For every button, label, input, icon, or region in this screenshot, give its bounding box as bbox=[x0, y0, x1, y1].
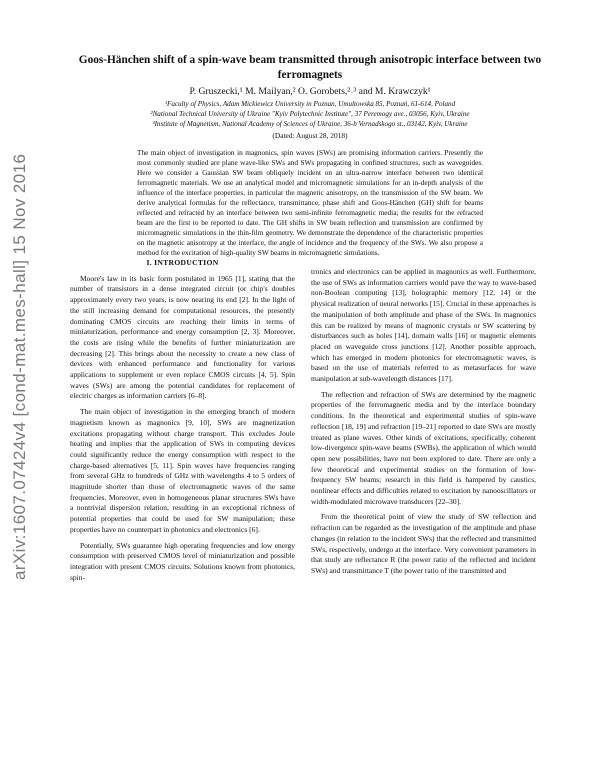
paragraph: From the theoretical point of view the study of SW reflection and refraction can be regarded as the investigation of the amplitude and phase changes (in relation to the incident SWs) that the reflected and transmitted SWs, respectively, undergo at the interface. Very convenient parameters in that study are reflectance R (the power ratio of the reflected and incident SWs) and transmittance T (the power ratio of the transmitted and bbox=[311, 512, 536, 575]
right-column bbox=[311, 267, 536, 582]
left-column bbox=[70, 258, 295, 588]
paragraph: Moore's law in its basic form postulated in 1965 [1], stating that the number of transistors in a dense integrated circuit (or chip's doubles approximately every two years, is now nearing its end [2]. In the light of the still increasing demand for computational resources, the presently dominating CMOS circuits are reaching their limits in terms of miniaturization, performance and energy consumption [2, 3]. Moreover, the costs are rising while the benefits of further miniaturization are decreasing [2]. This brings about the necessity to create a new class of devices with enhanced performance and functionality for various applications to supplement or even replace CMOS circuits [4, 5]. Spin waves (SWs) are among the potential candidates for replacement of electric charges as information carriers [6–8]. bbox=[70, 273, 295, 401]
affiliation-2: ²National Technical University of Ukraine "Kyiv Polytechnic Institute", 37 Peremogy ave., 03056, Kyiv, Ukraine bbox=[150, 110, 470, 118]
abstract: The main object of investigation in magnonics, spin waves (SWs) are promising information carriers. Presently the most commonly studied are plane wave-like SWs and SWs propagating in confined structures, such as waveguides. Here we consider a Gaussian SW beam obliquely incident on an ultra-narrow interface between two identical ferromagnetic materials. We use an analytical model and micromagnetic simulations for an in-depth analysis of the influence of the interface properties, in particular the magnetic anisotropy, on the transmission of the SW beam. We derive analytical formulas for the reflectance, transmittance, phase shift and Goos-Hänchen (GH) shift for beams reflected and refracted by an interface between two semi-infinite ferromagnetic media; the results for the refracted beam are the first to be reported to date. The GH shifts in SW beam reflection and transmission are confirmed by micromagnetic simulations in the thin-film geometry. We demonstrate the dependence of the characteristic properties on the magnetic anisotropy at the interface, the angle of incidence and the frequency of the SWs. We also propose a method for the excitation of high-quality SW beams in micromagnetic simulations. bbox=[137, 148, 483, 257]
section-heading: I. INTRODUCTION bbox=[146, 258, 219, 267]
arxiv-identifier: arXiv:1607.07424v4 [cond-mat.mes-hall] 15 Nov 2016 bbox=[10, 153, 29, 580]
paragraph: The reflection and refraction of SWs are determined by the magnetic properties of the ferromagnetic media and by the interface boundary conditions. In the theoretical and experimental studies of spin-wave reflection [18, 19] and refraction [19–21] reported to date SWs are mostly treated as plane waves. Other kinds of excitations, specifically, coherent low-divergence spin-wave beams (SWBs), the application of which would open new possibilities, have not been explored to date. There are only a few theoretical and experimental studies on the formation of low-frequency SW beams; research in this field is hampered by caustics, nonlinear effects and difficulties related to excitation by nanooscillators or width-modulated microwave transducers [22–30]. bbox=[311, 389, 536, 506]
paper-title: Goos-Hänchen shift of a spin-wave beam transmitted through anisotropic interface between two ferromagnets bbox=[78, 54, 542, 81]
author-list: P. Gruszecki,¹ M. Mailyan,² O. Gorobets,²˒³ and M. Krawczyk¹ bbox=[189, 86, 431, 97]
paragraph: The main object of investigation in the emerging branch of modern magnetism known as magnonics [9, 10], SWs are magnetization excitations propagating without charge transport. This excludes Joule heating and implies that the application of SWs in computing devices could significantly reduce the energy consumption with respect to the charge-based alternatives [5, 11]. Spin waves have frequencies ranging from several GHz to hundreds of GHz with wavelengths 4 to 5 orders of magnitude shorter than those of electromagnetic waves of the same frequencies. Moreover, even in homogeneous planar structures SWs have a nontrivial dispersion relation, resulting in an exceptional richness of potential properties that could be used for SW manipulation; these properties have no counterpart in photonics and electronics [6]. bbox=[70, 407, 295, 534]
affiliation-1: ¹Faculty of Physics, Adam Mickiewicz University in Poznan, Umultowska 85, Poznań, 61-614, Poland bbox=[164, 100, 456, 108]
paragraph: tronics and electronics can be applied in magnonics as well. Furthermore, the use of SWs as information carriers would pave the way to wave-based non-Boolean computing [13], holographic memory [12, 14] or the physical realization of neural networks [15]. Crucial in these approaches is the manipulation of both amplitude and phase of the SWs. In magnonics this can be realized by means of magnonic crystals or SW scattering by disturbances such as holes [14], domain walls [16] or magnetic elements placed on waveguide cross junctions [12]. Another possible approach, which has emerged in modern photonics for electromagnetic waves, is based on the use of materials referred to as metasurfaces for wave manipulation at sub-wavelength distances [17]. bbox=[311, 267, 536, 384]
paragraph: Potentially, SWs guarantee high operating frequencies and low energy consumption with preserved CMOS level of miniaturization and possible integration with present CMOS circuits. Solutions known from photonics, spin- bbox=[70, 540, 295, 582]
date-line: (Dated: August 28, 2018) bbox=[272, 131, 348, 140]
affiliations bbox=[70, 99, 550, 129]
affiliation-3: ³Institute of Magnetism, National Academy of Sciences of Ukraine, 36-b Vernadskogo st., 03142, Kyiv, Ukraine bbox=[152, 120, 468, 128]
